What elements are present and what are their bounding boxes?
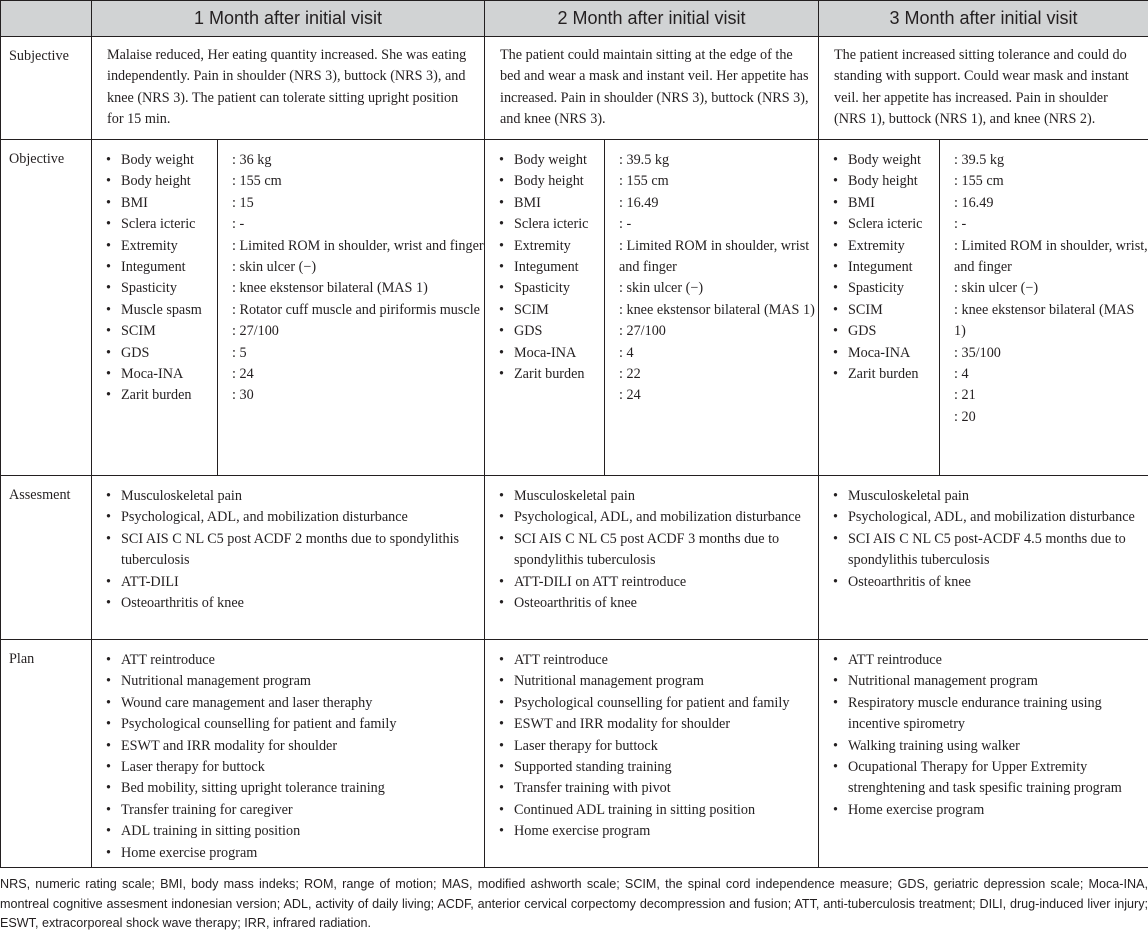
objective-value: : 4 xyxy=(954,366,969,383)
plan-item: • Bed mobility, sitting upright tolerance training xyxy=(106,778,484,799)
plan-item: • Transfer training for caregiver xyxy=(106,800,484,821)
objective-item: • SCIM xyxy=(499,300,604,321)
table-footnote: NRS, numeric rating scale; BMI, body mass indeks; ROM, range of motion; MAS, modified ashworth scale; SCIM, the spinal cord independence measure; GDS, geriatric depression scale; Moca-INA, montreal cognitive assesment indonesian version; ADL, activity of daily living; ACDF, anterior cervical corpectomy decompression and fusion; ATT, anti-tuberculosis treatment; DILI, drug-induced liver injury; ESWT, extracorporeal shock wave therapy; IRR, infrared radiation. xyxy=(0,877,1148,930)
objective-month-2-item-list xyxy=(485,140,604,385)
assessment-item: • Osteoarthritis of knee xyxy=(499,593,818,614)
objective-value: : 39.5 kg xyxy=(954,152,1005,168)
objective-item: • Integument xyxy=(833,257,939,278)
header-corner xyxy=(1,1,92,37)
plan-month-1 xyxy=(92,640,485,868)
objective-item: • Body height xyxy=(499,171,604,192)
assessment-item: • Musculoskeletal pain xyxy=(833,486,1148,507)
plan-item: • Psychological counselling for patient and family xyxy=(499,693,818,714)
assessment-item: • ATT-DILI xyxy=(106,572,484,593)
plan-item: • Home exercise program xyxy=(833,800,1148,821)
objective-item: • SCIM xyxy=(106,321,217,342)
objective-value: : 155 cm xyxy=(954,173,1004,190)
assessment-item: • ATT-DILI on ATT reintroduce xyxy=(499,572,818,593)
subjective-month-1 xyxy=(92,37,485,140)
subjective-month-1-text: Malaise reduced, Her eating quantity increased. She was eating independently. Pain in shoulder (NRS 3), buttock (NRS 3), and knee (NRS 3). The patient can tolerate sitting upright position for 15 min. xyxy=(107,47,467,128)
objective-value: : skin ulcer (−) xyxy=(232,259,317,276)
row-label-subjective: Subjective xyxy=(1,37,92,140)
objective-month-2-items xyxy=(485,140,605,475)
plan-item: • Wound care management and laser theraphy xyxy=(106,693,484,714)
objective-month-3-grid xyxy=(819,140,1148,475)
objective-month-3-items xyxy=(819,140,940,475)
plan-item: • ADL training in sitting position xyxy=(106,821,484,842)
plan-month-3-list xyxy=(819,640,1148,821)
objective-value: : - xyxy=(619,216,632,233)
plan-item: • Transfer training with pivot xyxy=(499,778,818,799)
objective-month-3-item-list xyxy=(819,140,939,385)
objective-month-3-values xyxy=(940,140,1148,475)
objective-value: : - xyxy=(232,216,245,233)
assessment-item: • SCI AIS C NL C5 post-ACDF 4.5 months due to spondylithis tuberculosis xyxy=(833,529,1148,572)
objective-item: • Spasticity xyxy=(499,278,604,299)
objective-item: • Zarit burden xyxy=(833,364,939,385)
assessment-item: • Psychological, ADL, and mobilization disturbance xyxy=(499,507,818,528)
objective-month-2 xyxy=(485,140,819,476)
objective-item: • Extremity xyxy=(499,236,604,257)
assessment-item: • Musculoskeletal pain xyxy=(106,486,484,507)
objective-value: : 16.49 xyxy=(619,194,659,211)
objective-value: : 21 xyxy=(954,387,976,404)
objective-month-2-values xyxy=(605,140,819,475)
row-subjective xyxy=(1,37,1148,140)
objective-month-1-item-list xyxy=(92,140,217,407)
plan-item: • Walking training using walker xyxy=(833,736,1148,757)
plan-item: • ESWT and IRR modality for shoulder xyxy=(106,736,484,757)
objective-item: • Zarit burden xyxy=(499,364,604,385)
plan-item: • Nutritional management program xyxy=(833,671,1148,692)
header-month-3: 3 Month after initial visit xyxy=(819,1,1148,37)
objective-item: • GDS xyxy=(833,321,939,342)
row-label-objective: Objective xyxy=(1,140,92,476)
plan-item: • ESWT and IRR modality for shoulder xyxy=(499,714,818,735)
objective-value: : knee ekstensor bilateral (MAS 1) xyxy=(619,301,815,318)
assessment-item: • Osteoarthritis of knee xyxy=(106,593,484,614)
objective-value: : 24 xyxy=(232,366,254,383)
objective-item: • Sclera icteric xyxy=(499,214,604,235)
objective-item: • Moca-INA xyxy=(106,364,217,385)
plan-item: • Home exercise program xyxy=(499,821,818,842)
plan-month-2-list xyxy=(485,640,818,843)
plan-item: • Home exercise program xyxy=(106,843,484,864)
objective-value: : Rotator cuff muscle and piriformis muscle xyxy=(232,301,480,318)
objective-item: • Body weight xyxy=(106,150,217,171)
objective-month-1-values xyxy=(218,140,485,475)
objective-item: • BMI xyxy=(833,193,939,214)
objective-value: : skin ulcer (−) xyxy=(619,280,704,297)
plan-item: • Psychological counselling for patient and family xyxy=(106,714,484,735)
objective-item: • Body height xyxy=(833,171,939,192)
assessment-item: • Osteoarthritis of knee xyxy=(833,572,1148,593)
objective-value: : Limited ROM in shoulder, wrist xyxy=(619,237,810,254)
assessment-month-1 xyxy=(92,476,485,640)
objective-value: : 16.49 xyxy=(954,194,994,211)
assessment-item: • SCI AIS C NL C5 post ACDF 2 months due to spondylithis tuberculosis xyxy=(106,529,484,572)
plan-month-1-list xyxy=(92,640,484,864)
objective-value: : knee ekstensor bilateral (MAS 1) xyxy=(954,301,1135,340)
objective-item: • Moca-INA xyxy=(499,343,604,364)
assessment-month-2 xyxy=(485,476,819,640)
plan-item: • Ocupational Therapy for Upper Extremity strenghtening and task spesific training program xyxy=(833,757,1148,800)
objective-item: • Integument xyxy=(499,257,604,278)
objective-item: • GDS xyxy=(106,343,217,364)
objective-month-1 xyxy=(92,140,485,476)
row-label-plan: Plan xyxy=(1,640,92,868)
objective-item: • Body weight xyxy=(833,150,939,171)
assessment-month-1-list xyxy=(92,476,484,614)
subjective-month-3-text: The patient increased sitting tolerance and could do standing with support. Could wear mask and instant veil. her appetite has increased. Pain in shoulder (NRS 1), buttock (NRS 1), and knee (NRS 2). xyxy=(834,47,1129,128)
objective-item: • GDS xyxy=(499,321,604,342)
row-assessment xyxy=(1,476,1148,640)
plan-item: • Laser therapy for buttock xyxy=(106,757,484,778)
objective-item: • Extremity xyxy=(106,236,217,257)
objective-value: : - xyxy=(954,216,967,233)
header-month-1: 1 Month after initial visit xyxy=(92,1,485,37)
objective-value: : 5 xyxy=(232,344,247,361)
objective-value: : Limited ROM in shoulder, wrist, xyxy=(954,237,1148,254)
row-label-assessment: Assesment xyxy=(1,476,92,640)
objective-item: • Spasticity xyxy=(106,278,217,299)
row-objective xyxy=(1,140,1148,476)
objective-value: : 30 xyxy=(232,387,254,404)
objective-value: : 27/100 xyxy=(619,323,666,340)
header-row xyxy=(1,1,1148,37)
objective-value: : 36 kg xyxy=(232,152,272,168)
plan-month-2 xyxy=(485,640,819,868)
plan-month-3 xyxy=(819,640,1148,868)
plan-item: • ATT reintroduce xyxy=(499,650,818,671)
objective-value: : 39.5 kg xyxy=(619,152,670,168)
objective-month-3 xyxy=(819,140,1148,476)
objective-item: • Muscle spasm xyxy=(106,300,217,321)
plan-item: • Supported standing training xyxy=(499,757,818,778)
objective-value: : 27/100 xyxy=(232,323,279,340)
objective-value: : Limited ROM in shoulder, wrist and finger xyxy=(232,237,484,254)
objective-item: • SCIM xyxy=(833,300,939,321)
assessment-item: • Psychological, ADL, and mobilization disturbance xyxy=(106,507,484,528)
plan-item: • Nutritional management program xyxy=(499,671,818,692)
objective-value: and finger xyxy=(619,259,677,276)
plan-item: • Continued ADL training in sitting position xyxy=(499,800,818,821)
objective-value: : knee ekstensor bilateral (MAS 1) xyxy=(232,280,428,297)
objective-value: and finger xyxy=(954,259,1012,276)
subjective-month-3 xyxy=(819,37,1148,140)
subjective-month-2-text: The patient could maintain sitting at the edge of the bed and wear a mask and instant veil. Her appetite has increased. Pain in shoulder (NRS 3), buttock (NRS 3), and knee (NRS 3). xyxy=(500,47,809,128)
plan-item: • ATT reintroduce xyxy=(833,650,1148,671)
subjective-month-2 xyxy=(485,37,819,140)
assessment-month-2-list xyxy=(485,476,818,614)
objective-item: • Integument xyxy=(106,257,217,278)
assessment-month-3 xyxy=(819,476,1148,640)
assessment-item: • Psychological, ADL, and mobilization disturbance xyxy=(833,507,1148,528)
row-plan xyxy=(1,640,1148,868)
objective-item: • Zarit burden xyxy=(106,385,217,406)
objective-item: • Moca-INA xyxy=(833,343,939,364)
objective-value: : 15 xyxy=(232,194,254,211)
objective-value: : 155 cm xyxy=(619,173,669,190)
plan-item: • Respiratory muscle endurance training using incentive spirometry xyxy=(833,693,1148,736)
objective-item: • Sclera icteric xyxy=(833,214,939,235)
objective-month-2-grid xyxy=(485,140,818,475)
plan-item: • ATT reintroduce xyxy=(106,650,484,671)
objective-value: : 24 xyxy=(619,387,641,404)
objective-value: : 4 xyxy=(619,344,634,361)
objective-item: • Extremity xyxy=(833,236,939,257)
objective-value: : 155 cm xyxy=(232,173,282,190)
objective-month-1-items xyxy=(92,140,218,475)
objective-value: : 20 xyxy=(954,408,976,425)
objective-item: • BMI xyxy=(106,193,217,214)
objective-item: • Spasticity xyxy=(833,278,939,299)
plan-item: • Laser therapy for buttock xyxy=(499,736,818,757)
header-month-2: 2 Month after initial visit xyxy=(485,1,819,37)
objective-item: • Body height xyxy=(106,171,217,192)
assessment-item: • SCI AIS C NL C5 post ACDF 3 months due to spondylithis tuberculosis xyxy=(499,529,818,572)
objective-value: : skin ulcer (−) xyxy=(954,280,1039,297)
assessment-month-3-list xyxy=(819,476,1148,593)
objective-value: : 22 xyxy=(619,366,641,383)
objective-item: • Sclera icteric xyxy=(106,214,217,235)
objective-item: • BMI xyxy=(499,193,604,214)
objective-month-1-grid xyxy=(92,140,484,475)
objective-item: • Body weight xyxy=(499,150,604,171)
assessment-item: • Musculoskeletal pain xyxy=(499,486,818,507)
plan-item: • Nutritional management program xyxy=(106,671,484,692)
objective-value: : 35/100 xyxy=(954,344,1001,361)
